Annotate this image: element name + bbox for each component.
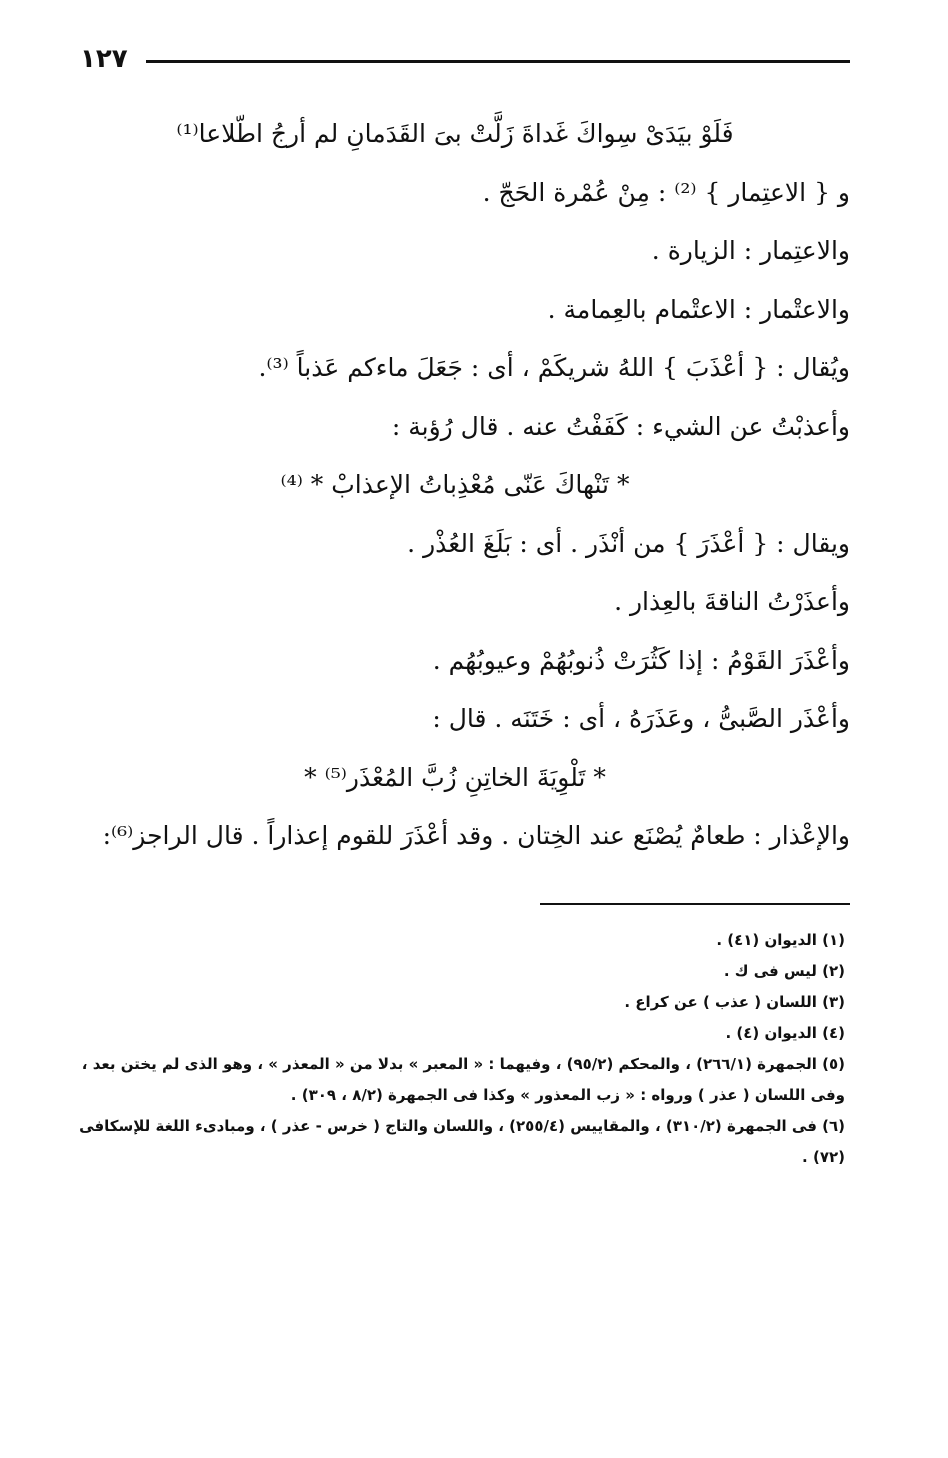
text-line: ويقال : { أعْذَرَ } من أنْذَر . أى : بَلَغَ العُذْر . [407, 528, 850, 558]
text-line: والإعْذار : طعامٌ يُصْنَع عند الخِتان . وقد أعْذَرَ للقوم إعذاراً . قال الراجز⁽⁶⁾: [102, 821, 850, 850]
footnote-3: (٣) اللسان ( عذب ) عن كراع . [624, 993, 845, 1011]
verse-line: فَلَوْ بيَدَىْ سِواكَ غَداةَ زَلَّتْ بىَ القَدَمانِ لم أرجُ اطّلاعا⁽¹⁾ [176, 119, 734, 148]
page-header [80, 42, 850, 82]
footnote-4: (٤) الديوان (٤) . [725, 1024, 845, 1042]
footnote-6: (٦) فى الجمهرة (٣١٠/٢) ، والمقاييس (٢٥٥/٤) ، واللسان والتاج ( خرس - عذر ) ، ومبادىء اللغة للإسكافى (٧٢) . [79, 1117, 845, 1166]
footnote-separator [540, 903, 850, 905]
text-line: ويُقال : { أعْذَبَ } اللهُ شريكَمْ ، أى : جَعَلَ ماءكم عَذباً ⁽³⁾. [258, 353, 850, 382]
text-line: وأعْذَرَ القَوْمُ : إذا كَثُرَتْ ذُنوبُهُمْ وعيوبُهُم . [432, 645, 850, 675]
footnotes [70, 925, 845, 1173]
main-text [60, 105, 850, 866]
text-line: وأعذَرْتُ الناقةَ بالعِذار . [614, 587, 850, 616]
footnote-2: (٢) ليس فى ك . [723, 962, 845, 980]
text-line: والاعتْمار : الاعتْمام بالعِمامة . [547, 294, 850, 324]
text-line: وأعْذَر الصَّبىُّ ، وعَذَرَهُ ، أى : خَتَنَه . قال : [432, 704, 850, 733]
verse-line: * تَلْوِيَةَ الخاتِنِ زُبَّ المُعْذَر⁽⁵⁾ * [304, 762, 606, 792]
text-line: و { الاعتِمار } ⁽²⁾ : مِنْ عُمْرة الحَجّ . [482, 177, 850, 207]
text-line: والاعتِمار : الزيارة . [651, 236, 850, 265]
text-line: وأعذبْتُ عن الشيء : كَفَفْتُ عنه . قال رُؤبة : [391, 411, 850, 441]
page-number: ١٢٧ [80, 44, 128, 74]
header-rule [146, 60, 850, 63]
footnote-1: (١) الديوان (٤١) . [716, 931, 845, 949]
verse-line: * تَنْهاكَ عَنّى مُعْذِباتُ الإعذابْ * ⁽⁴⁾ [280, 470, 630, 499]
footnote-5: (٥) الجمهرة (٢٦٦/١) ، والمحكم (٩٥/٢) ، وفيهما : « المعبر » بدلا من « المعذر » ، وهو الذى لم يختن بعد ، وفى اللسان ( عذر ) ورواه : « زب المعذور » وكذا فى الجمهرة (٨/٢ ، ٣٠٩) . [81, 1055, 845, 1104]
